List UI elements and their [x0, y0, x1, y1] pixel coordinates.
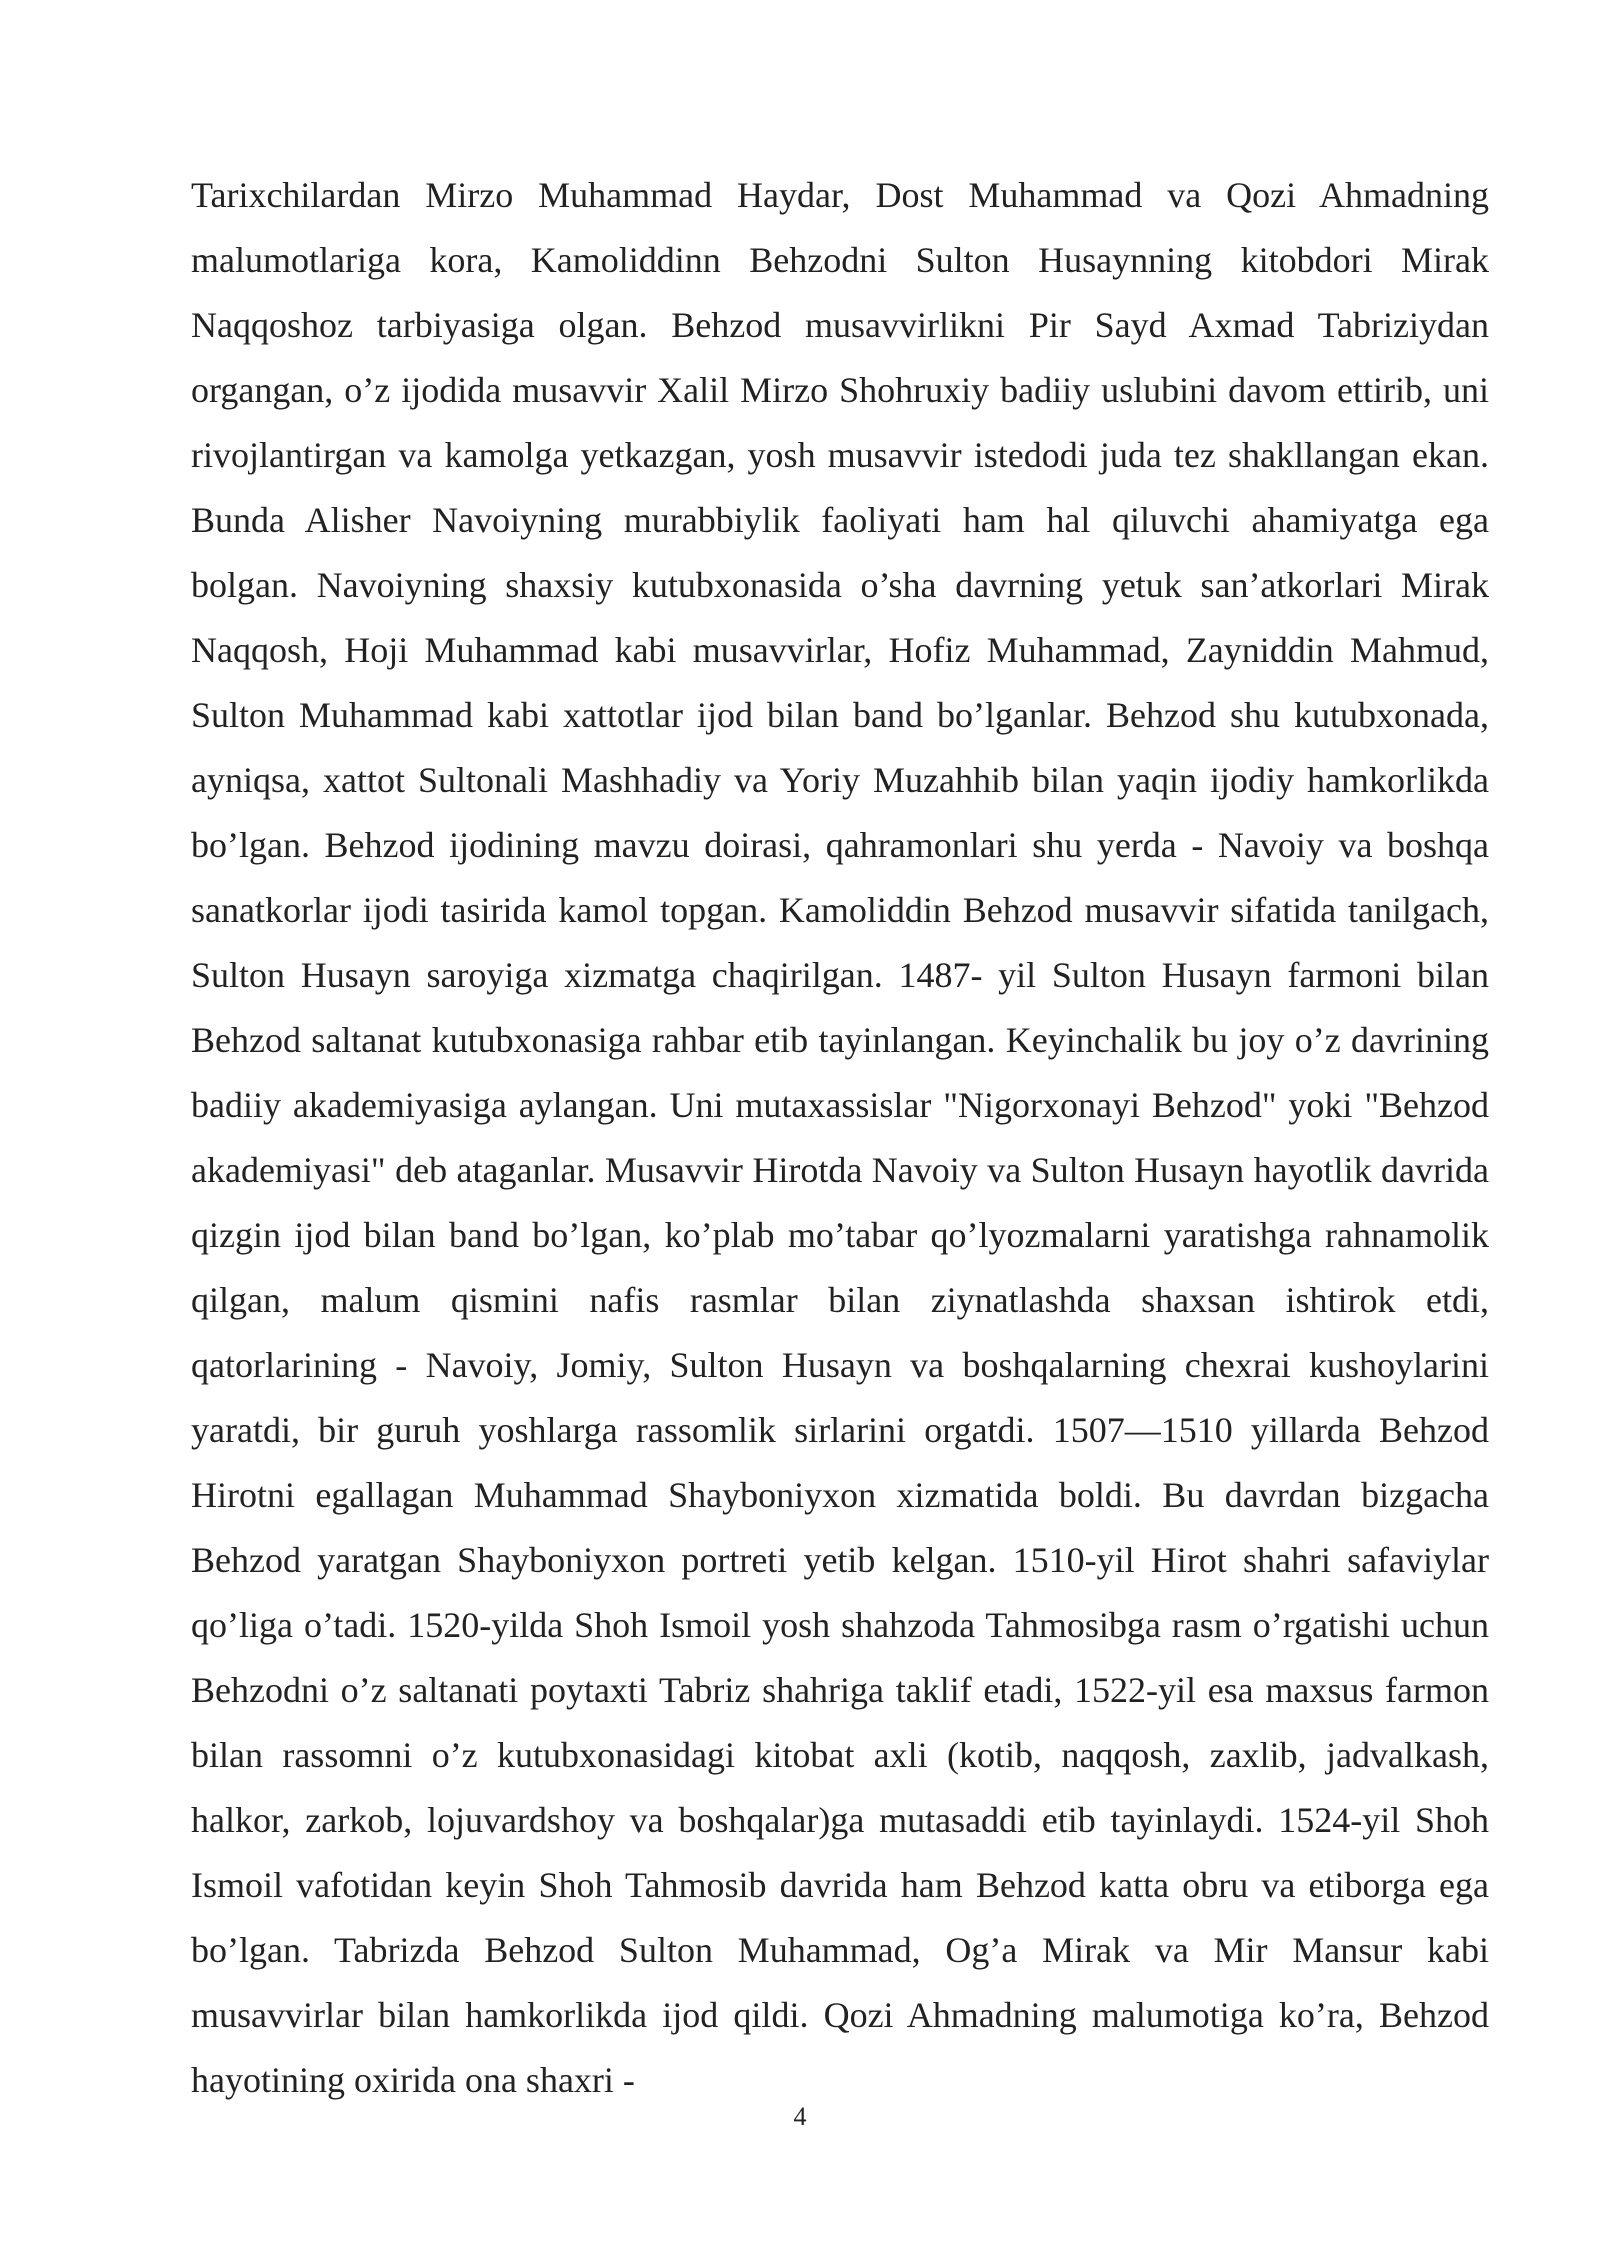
body-paragraph: Tarixchilardan Mirzo Muhammad Haydar, Dost Muhammad va Qozi Ahmadning malumotlariga kora, Kamoliddinn Behzodni Sulton Husaynning kitobdori Mirak Naqqoshoz tarbiyasiga olgan. Behzod musavvirlikni Pir Sayd Axmad Tabriziydan organgan, o’z ijodida musavvir Xalil Mirzo Shohruxiy badiiy uslubini davom ettirib, uni rivojlantirgan va kamolga yetkazgan, yosh musavvir istedodi juda tez shakllangan ekan. Bunda Alisher Navoiyning murabbiylik faoliyati ham hal qiluvchi ahamiyatga ega bolgan. Navoiyning shaxsiy kutubxonasida o’sha davrning yetuk san’atkorlari Mirak Naqqosh, Hoji Muhammad kabi musavvirlar, Hofiz Muhammad, Zayniddin Mahmud, Sulton Muhammad kabi xattotlar ijod bilan band bo’lganlar. Behzod shu kutubxonada, ayniqsa, xattot Sultonali Mashhadiy va Yoriy Muzahhib bilan yaqin ijodiy hamkorlikda bo’lgan. Behzod ijodining mavzu doirasi, qahramonlari shu yerda - Navoiy va boshqa sanatkorlar ijodi tasirida kamol topgan. Kamoliddin Behzod musavvir sifatida tanilgach, Sulton Husayn saroyiga xizmatga chaqirilgan. 1487- yil Sulton Husayn farmoni bilan Behzod saltanat kutubxonasiga rahbar etib tayinlangan. Keyinchalik bu joy o’z davrining badiiy akademiyasiga aylangan. Uni mutaxassislar "Nigorxonayi Behzod" yoki "Behzod akademiyasi" deb ataganlar. Musavvir Hirotda Navoiy va Sulton Husayn hayotlik davrida qizgin ijod bilan band bo’lgan, ko’plab mo’tabar qo’lyozmalarni yaratishga rahnamolik qilgan, malum qismini nafis rasmlar bilan ziynatlashda shaxsan ishtirok etdi, qatorlarining - Navoiy, Jomiy, Sulton Husayn va boshqalarning chexrai kushoylarini yaratdi, bir guruh yoshlarga rassomlik sirlarini orgatdi. 1507—1510 yillarda Behzod Hirotni egallagan Muhammad Shayboniyxon xizmatida boldi. Bu davrdan bizgacha Behzod yaratgan Shayboniyxon portreti yetib kelgan. 1510-yil Hirot shahri safaviylar qo’liga o’tadi. 1520-yilda Shoh Ismoil yosh shahzoda Tahmosibga rasm o’rgatishi uchun Behzodni o’z saltanati poytaxti Tabriz shahriga taklif etadi, 1522-yil esa maxsus farmon bilan rassomni o’z kutubxonasidagi kitobat axli (kotib, naqqosh, zaxlib, jadvalkash, halkor, zarkob, lojuvardshoy va boshqalar)ga mutasaddi etib tayinlaydi. 1524-yil Shoh Ismoil vafotidan keyin Shoh Tahmosib davrida ham Behzod katta obru va etiborga ega bo’lgan. Tabrizda Behzod Sulton Muhammad, Og’a Mirak va Mir Mansur kabi musavvirlar bilan hamkorlikda ijod qildi. Qozi Ahmadning malumotiga ko’ra, Behzod hayotining oxirida ona shaxri -: [191, 175, 1489, 2100]
page-number: 4: [793, 2102, 807, 2131]
